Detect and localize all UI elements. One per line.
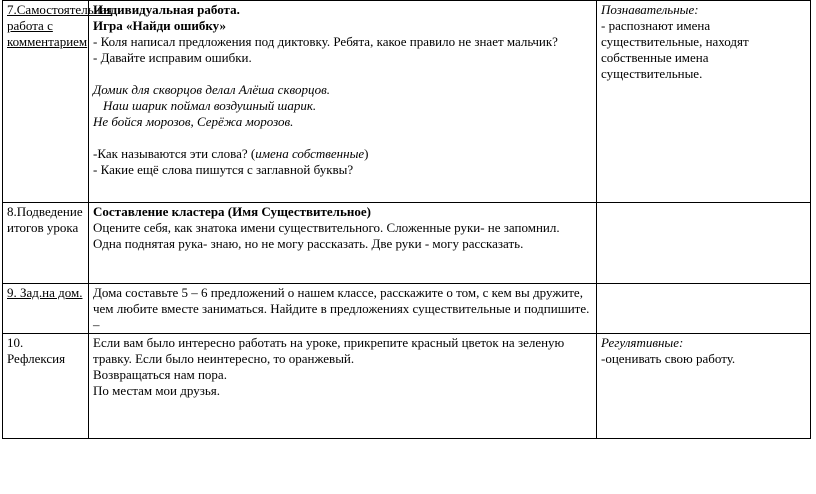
table-row [3,203,811,284]
homework-text: Дома составьте 5 – 6 предложений о нашем классе, расскажите о том, с кем вы дружите, чем любите вместе заниматься. Найдите в предложениях существительные и подпишите. – [93,285,590,332]
reflection-text: По местам мои друзья. [93,383,220,398]
stage-label: 7.Самостоятельная работа с комментарием [7,2,113,49]
table-row [3,1,811,203]
stage-cell [3,1,113,203]
task-text: - Давайте исправим ошибки. [93,50,252,65]
stage-label: 8.Подведение итогов урока [7,204,83,235]
outcomes-heading: Познавательные: [601,2,699,17]
example-sentence: Не бойся морозов, Серёжа морозов. [93,114,294,129]
stage-cell [3,284,89,334]
table-row [3,334,811,439]
task-text: - Какие ещё слова пишутся с заглавной буквы? [93,162,354,177]
stage-cell [3,334,89,439]
outcomes-cell [597,284,811,334]
question-prefix: -Как называются эти слова? ( [93,146,256,161]
outcomes-cell [597,203,811,284]
question-text [93,146,591,162]
reflection-text: Если вам было интересно работать на уроке, прикрепите красный цветок на зеленую травку. Если было неинтересно, то оранжевый. [93,335,565,366]
outcomes-cell [597,334,811,439]
outcomes-cell [597,1,811,203]
example-sentence: Наш шарик поймал воздушный шарик. [103,98,317,113]
content-cell [89,1,597,203]
reflection-text: Возвращаться нам пора. [93,367,227,382]
outcomes-text: - распознают имена существительные, находят собственные имена существительные. [601,18,749,81]
cluster-title: Составление кластера (Имя Существительное) [93,204,371,219]
task-text: - Коля написал предложения под диктовку. Ребята, какое правило не знает мальчик? [93,34,558,49]
question-answer: имена собственные [255,146,365,161]
table-row [3,284,811,334]
self-assessment-text: Оцените себя, как знатока имени существительного. Сложенные руки- не запомнил. Одна поднятая рука- знаю, но не могу рассказать. Две руки - могу рассказать. [93,220,560,251]
task-title: Индивидуальная работа. [93,2,240,17]
outcomes-heading: Регулятивные: [601,335,684,350]
question-suffix: ) [364,146,369,161]
outcomes-text: -оценивать свою работу. [601,351,736,366]
stage-cell [3,203,89,284]
content-cell [89,203,597,284]
content-cell [89,334,597,439]
example-sentence: Домик для скворцов делал Алёша скворцов. [93,82,331,97]
lesson-plan-table [2,0,811,439]
stage-label: 10. Рефлексия [7,335,66,366]
content-cell [89,284,597,334]
stage-label: 9. Зад.на дом. [7,285,83,300]
game-title: Игра «Найди ошибку» [93,18,227,33]
